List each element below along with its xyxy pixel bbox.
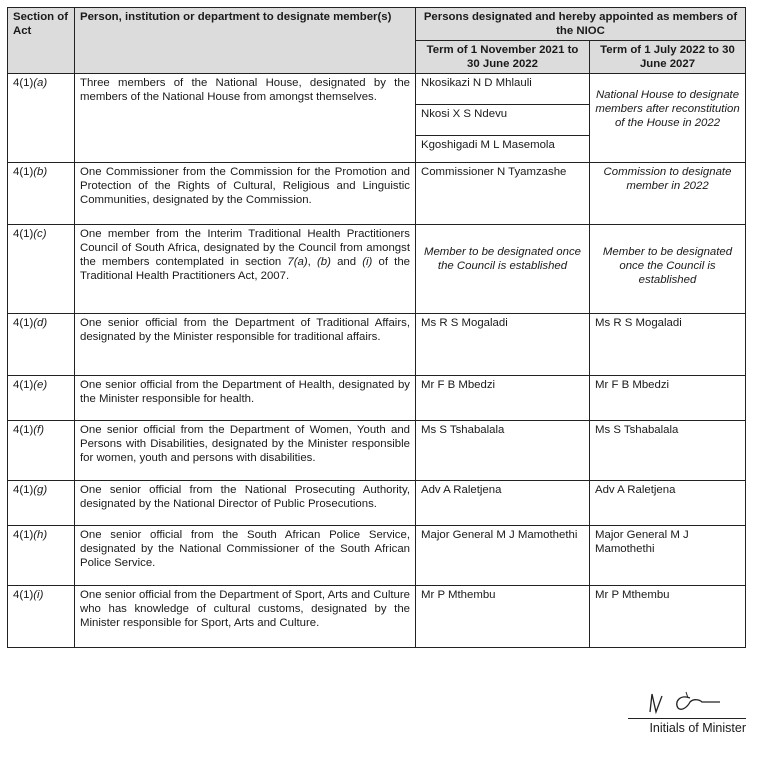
section-cell: 4(1)(a): [8, 74, 75, 163]
term-2-cell: Member to be designated once the Council is established: [590, 225, 746, 314]
header-row: [8, 8, 746, 41]
term-2-cell: Mr F B Mbedzi: [590, 376, 746, 421]
section-cell: 4(1)(e): [8, 376, 75, 421]
term-1-cell: Commissioner N Tyamzashe: [416, 163, 590, 225]
description-cell: One senior official from the Department of Sport, Arts and Culture who has knowledge of cultural customs, designated by the Minister responsible for Sport, Arts and Culture.: [75, 586, 416, 648]
table-row: [8, 163, 746, 225]
description-cell: Three members of the National House, designated by the members of the National House from amongst themselves.: [75, 74, 416, 163]
description-cell: One senior official from the Department of Women, Youth and Persons with Disabilities, designated by the Minister responsible for women, youth and persons with disabilities.: [75, 421, 416, 481]
signature-mark: [628, 688, 746, 716]
section-cell: 4(1)(h): [8, 526, 75, 586]
nioc-designation-table: [7, 7, 746, 648]
section-cell: 4(1)(b): [8, 163, 75, 225]
term-2-cell: Adv A Raletjena: [590, 481, 746, 526]
member-name: Nkosikazi N D Mhlauli: [416, 74, 589, 105]
term-1-cell: Ms S Tshabalala: [416, 421, 590, 481]
table-row: [8, 74, 746, 163]
table-row: [8, 376, 746, 421]
table-row: [8, 225, 746, 314]
term-2-cell: Ms S Tshabalala: [590, 421, 746, 481]
table-row: [8, 421, 746, 481]
term-1-cell: Major General M J Mamothethi: [416, 526, 590, 586]
initials-of-minister-label: Initials of Minister: [649, 721, 746, 735]
minister-initials-block: [628, 688, 746, 735]
table-row: [8, 586, 746, 648]
term-1-cell: Mr P Mthembu: [416, 586, 590, 648]
header-term-1: Term of 1 November 2021 to 30 June 2022: [416, 41, 590, 74]
description-cell: One Commissioner from the Commission for the Promotion and Protection of the Rights of Cultural, Religious and Linguistic Communities, designated by the Commission.: [75, 163, 416, 225]
description-cell: One senior official from the National Prosecuting Authority, designated by the National Director of Public Prosecutions.: [75, 481, 416, 526]
term-2-cell: Commission to designate member in 2022: [590, 163, 746, 225]
table-row: [8, 314, 746, 376]
description-cell: One senior official from the Department of Traditional Affairs, designated by the Minister responsible for traditional affairs.: [75, 314, 416, 376]
member-name: Nkosi X S Ndevu: [416, 105, 589, 136]
term-1-cell: Ms R S Mogaladi: [416, 314, 590, 376]
term-2-cell: Major General M J Mamothethi: [590, 526, 746, 586]
description-cell: One senior official from the South African Police Service, designated by the National Commissioner of the South African Police Service.: [75, 526, 416, 586]
section-cell: 4(1)(i): [8, 586, 75, 648]
term-1-cell: [416, 74, 590, 163]
section-cell: 4(1)(c): [8, 225, 75, 314]
section-cell: 4(1)(d): [8, 314, 75, 376]
term-2-cell: Mr P Mthembu: [590, 586, 746, 648]
term-1-cell: Member to be designated once the Council is established: [416, 225, 590, 314]
description-cell: One member from the Interim Traditional Health Practitioners Council of South Africa, designated by the Council from amongst the members contemplated in section 7(a), (b) and (i) of the Traditional Health Practitioners Act, 2007.: [75, 225, 416, 314]
section-cell: 4(1)(g): [8, 481, 75, 526]
table-row: [8, 481, 746, 526]
section-cell: 4(1)(f): [8, 421, 75, 481]
table-row: [8, 526, 746, 586]
member-name: Kgoshigadi M L Masemola: [421, 139, 555, 151]
term-2-cell: National House to designate members after reconstitution of the House in 2022: [590, 74, 746, 163]
header-section-of-act: Section of Act: [8, 8, 75, 74]
description-cell: One senior official from the Department of Health, designated by the Minister responsible for health.: [75, 376, 416, 421]
header-persons-designated: Persons designated and hereby appointed as members of the NIOC: [416, 8, 746, 41]
term-2-cell: Ms R S Mogaladi: [590, 314, 746, 376]
header-person-institution: Person, institution or department to designate member(s): [75, 8, 416, 74]
header-term-2: Term of 1 July 2022 to 30 June 2027: [590, 41, 746, 74]
term-1-cell: Adv A Raletjena: [416, 481, 590, 526]
term-1-cell: Mr F B Mbedzi: [416, 376, 590, 421]
